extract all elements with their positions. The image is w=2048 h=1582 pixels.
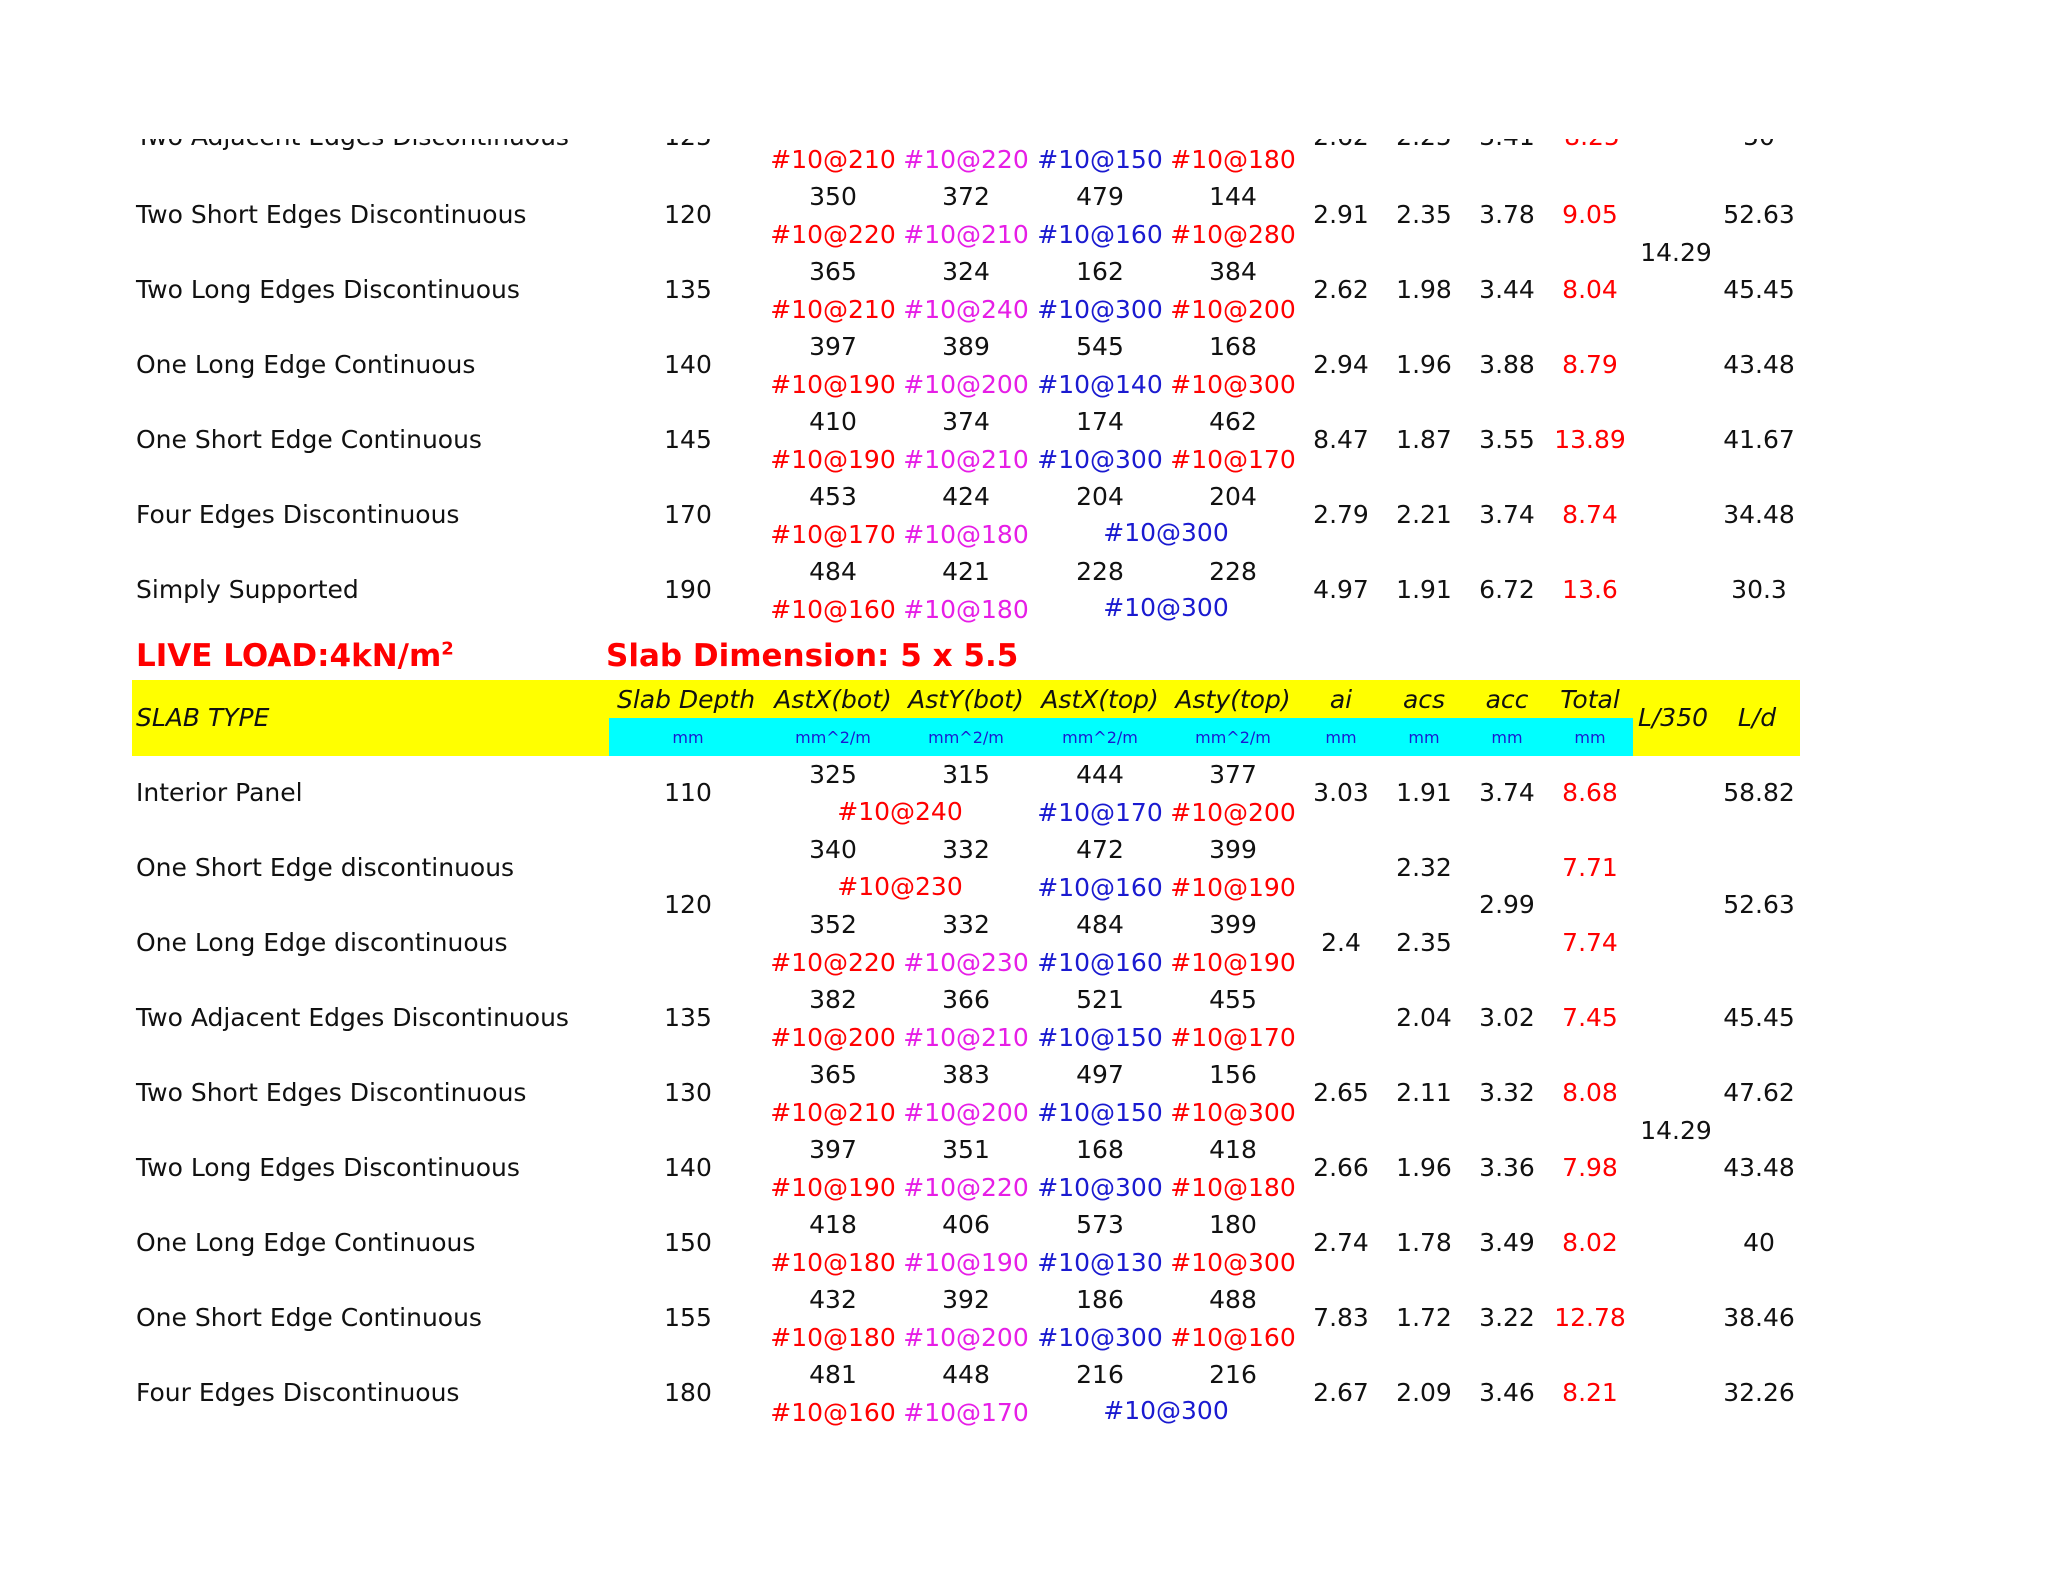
interior-acs: 1.91 xyxy=(1396,778,1452,807)
asty-bot: 424 xyxy=(942,482,990,511)
slab-type: Four Edges Discontinuous xyxy=(136,500,460,529)
total-value: 8.21 xyxy=(1562,1378,1618,1407)
asty-bot: 324 xyxy=(942,257,990,286)
ai-value: 2.91 xyxy=(1313,200,1369,229)
merged-r1-ayt-bar: #10@190 xyxy=(1170,873,1296,902)
merged-r2-axt: 484 xyxy=(1076,910,1124,939)
slab-depth: 150 xyxy=(664,1228,712,1257)
acs-value: 1.87 xyxy=(1396,425,1452,454)
asty-bot-bar: #10@180 xyxy=(903,520,1029,549)
header-ai: ai xyxy=(1329,685,1353,714)
astx-top: 545 xyxy=(1076,332,1124,361)
slab-type: One Short Edge Continuous xyxy=(136,1303,482,1332)
ld-value: 43.48 xyxy=(1723,350,1795,379)
unit-acc: mm xyxy=(1491,728,1523,747)
astx-bot-bar: #10@210 xyxy=(770,1098,896,1127)
merged-r1-ax: 340 xyxy=(809,835,857,864)
slab-type: Two Long Edges Discontinuous xyxy=(136,275,520,304)
top-bar: #10@300 xyxy=(1103,593,1229,622)
asty-bot-bar: #10@200 xyxy=(903,1098,1029,1127)
slab-type: One Long Edge Continuous xyxy=(136,350,476,379)
asty-bot: 372 xyxy=(942,182,990,211)
acc-value: 3.46 xyxy=(1479,1378,1535,1407)
acc-value: 6.72 xyxy=(1479,575,1535,604)
interior-depth: 110 xyxy=(664,778,712,807)
asty-bot-bar: #10@170 xyxy=(903,1398,1029,1427)
slab-depth: 155 xyxy=(664,1303,712,1332)
astx-top-bar: #10@160 xyxy=(1037,220,1163,249)
interior-axt-bar: #10@170 xyxy=(1037,798,1163,827)
astx-bot: 410 xyxy=(809,407,857,436)
partial-row-ay-bar: #10@220 xyxy=(903,145,1029,174)
astx-top-bar: #10@300 xyxy=(1037,1173,1163,1202)
asty-top: 228 xyxy=(1209,557,1257,586)
unit-ai: mm xyxy=(1325,728,1357,747)
asty-top: 418 xyxy=(1209,1135,1257,1164)
unit-slab-depth: mm xyxy=(672,728,704,747)
ai-value: 2.67 xyxy=(1313,1378,1369,1407)
acs-value: 1.72 xyxy=(1396,1303,1452,1332)
total-value: 9.05 xyxy=(1562,200,1618,229)
asty-top: 216 xyxy=(1209,1360,1257,1389)
slab-dimension-title: Slab Dimension: 5 x 5.5 xyxy=(606,638,1019,674)
slab-type: One Short Edge Continuous xyxy=(136,425,482,454)
adjacent-ld: 45.45 xyxy=(1723,1003,1795,1032)
interior-ayt-bar: #10@200 xyxy=(1170,798,1296,827)
slab-depth: 140 xyxy=(664,350,712,379)
slab-depth: 170 xyxy=(664,500,712,529)
astx-top: 162 xyxy=(1076,257,1124,286)
merged-r2-ay: 332 xyxy=(942,910,990,939)
adjacent-ay: 366 xyxy=(942,985,990,1014)
adjacent-depth: 135 xyxy=(664,1003,712,1032)
ai-value: 2.79 xyxy=(1313,500,1369,529)
asty-bot-bar: #10@190 xyxy=(903,1248,1029,1277)
asty-top-bar: #10@300 xyxy=(1170,1248,1296,1277)
unit-astx-bot: mm^2/m xyxy=(795,728,871,747)
slab-depth: 135 xyxy=(664,275,712,304)
ld-value: 30.3 xyxy=(1731,575,1787,604)
header-astx-bot: AstX(bot) xyxy=(774,685,892,714)
asty-bot-bar: #10@200 xyxy=(903,370,1029,399)
slab-depth: 190 xyxy=(664,575,712,604)
asty-bot-bar: #10@240 xyxy=(903,295,1029,324)
section2-l350: 14.29 xyxy=(1640,1116,1712,1145)
asty-bot: 374 xyxy=(942,407,990,436)
slab-type: Four Edges Discontinuous xyxy=(136,1378,460,1407)
total-value: 8.02 xyxy=(1562,1228,1618,1257)
ld-value: 38.46 xyxy=(1723,1303,1795,1332)
adjacent-type: Two Adjacent Edges Discontinuous xyxy=(136,1003,569,1032)
astx-top-bar: #10@150 xyxy=(1037,1098,1163,1127)
astx-top: 228 xyxy=(1076,557,1124,586)
merged-r1-axt-bar: #10@160 xyxy=(1037,873,1163,902)
astx-bot-bar: #10@190 xyxy=(770,445,896,474)
interior-bot-bar: #10@240 xyxy=(837,797,963,826)
astx-bot: 365 xyxy=(809,1060,857,1089)
astx-top: 573 xyxy=(1076,1210,1124,1239)
merged-r2-total: 7.74 xyxy=(1562,928,1618,957)
adjacent-ax: 382 xyxy=(809,985,857,1014)
asty-bot: 351 xyxy=(942,1135,990,1164)
ai-value: 8.47 xyxy=(1313,425,1369,454)
astx-bot: 453 xyxy=(809,482,857,511)
merged-r2-ayt: 399 xyxy=(1209,910,1257,939)
interior-ai: 3.03 xyxy=(1313,778,1369,807)
astx-bot: 418 xyxy=(809,1210,857,1239)
interior-total: 8.68 xyxy=(1562,778,1618,807)
ld-value: 45.45 xyxy=(1723,275,1795,304)
interior-ay: 315 xyxy=(942,760,990,789)
adjacent-acc: 3.02 xyxy=(1479,1003,1535,1032)
live-load-title xyxy=(136,638,454,674)
merged-r1-acs: 2.32 xyxy=(1396,853,1452,882)
total-value: 8.08 xyxy=(1562,1078,1618,1107)
astx-bot-bar: #10@170 xyxy=(770,520,896,549)
astx-top: 216 xyxy=(1076,1360,1124,1389)
acc-value: 3.49 xyxy=(1479,1228,1535,1257)
asty-bot-bar: #10@210 xyxy=(903,220,1029,249)
merged-r2-axt-bar: #10@160 xyxy=(1037,948,1163,977)
interior-acc: 3.74 xyxy=(1479,778,1535,807)
asty-top: 156 xyxy=(1209,1060,1257,1089)
top-bar: #10@300 xyxy=(1103,1396,1229,1425)
ld-value: 32.26 xyxy=(1723,1378,1795,1407)
merged-r2-ax-bar: #10@220 xyxy=(770,948,896,977)
asty-top: 488 xyxy=(1209,1285,1257,1314)
adjacent-axt-bar: #10@150 xyxy=(1037,1023,1163,1052)
astx-top-bar: #10@130 xyxy=(1037,1248,1163,1277)
adjacent-axt: 521 xyxy=(1076,985,1124,1014)
acc-value: 3.78 xyxy=(1479,200,1535,229)
total-value: 8.04 xyxy=(1562,275,1618,304)
partial-row-ax-bar: #10@210 xyxy=(770,145,896,174)
asty-top: 384 xyxy=(1209,257,1257,286)
header-slab-depth: Slab Depth xyxy=(616,685,756,714)
astx-bot-bar: #10@160 xyxy=(770,595,896,624)
ai-value: 2.65 xyxy=(1313,1078,1369,1107)
acs-value: 1.96 xyxy=(1396,350,1452,379)
merged-ld: 52.63 xyxy=(1723,890,1795,919)
adjacent-total: 7.45 xyxy=(1562,1003,1618,1032)
unit-astx-top: mm^2/m xyxy=(1062,728,1138,747)
asty-bot: 392 xyxy=(942,1285,990,1314)
slab-depth: 140 xyxy=(664,1153,712,1182)
astx-bot: 365 xyxy=(809,257,857,286)
asty-bot: 389 xyxy=(942,332,990,361)
astx-bot: 432 xyxy=(809,1285,857,1314)
astx-top: 174 xyxy=(1076,407,1124,436)
astx-top: 168 xyxy=(1076,1135,1124,1164)
asty-top: 144 xyxy=(1209,182,1257,211)
acs-value: 1.78 xyxy=(1396,1228,1452,1257)
header-asty-bot: AstY(bot) xyxy=(908,685,1024,714)
header-slab-type: SLAB TYPE xyxy=(136,703,270,732)
ld-value: 43.48 xyxy=(1723,1153,1795,1182)
total-value: 7.98 xyxy=(1562,1153,1618,1182)
page-top-margin xyxy=(0,0,2048,139)
header-asty-top: Asty(top) xyxy=(1175,685,1291,714)
asty-top: 180 xyxy=(1209,1210,1257,1239)
asty-top: 462 xyxy=(1209,407,1257,436)
acc-value: 3.32 xyxy=(1479,1078,1535,1107)
merged-r1-ayt: 399 xyxy=(1209,835,1257,864)
acc-value: 3.74 xyxy=(1479,500,1535,529)
top-bar: #10@300 xyxy=(1103,518,1229,547)
astx-bot-bar: #10@180 xyxy=(770,1323,896,1352)
merged-r2-ax: 352 xyxy=(809,910,857,939)
live-load-sup: 2 xyxy=(441,638,454,660)
merged-r1-type: One Short Edge discontinuous xyxy=(136,853,515,882)
astx-bot: 397 xyxy=(809,1135,857,1164)
merged-r1-total: 7.71 xyxy=(1562,853,1618,882)
astx-top: 497 xyxy=(1076,1060,1124,1089)
asty-top: 204 xyxy=(1209,482,1257,511)
slab-type: Two Long Edges Discontinuous xyxy=(136,1153,520,1182)
slab-type: Two Short Edges Discontinuous xyxy=(136,1078,527,1107)
total-value: 13.89 xyxy=(1554,425,1626,454)
acc-value: 3.55 xyxy=(1479,425,1535,454)
astx-top-bar: #10@300 xyxy=(1037,445,1163,474)
interior-ax: 325 xyxy=(809,760,857,789)
merged-r2-acs: 2.35 xyxy=(1396,928,1452,957)
merged-r1-ay: 332 xyxy=(942,835,990,864)
unit-asty-bot: mm^2/m xyxy=(928,728,1004,747)
acc-value: 3.88 xyxy=(1479,350,1535,379)
astx-bot: 481 xyxy=(809,1360,857,1389)
asty-top-bar: #10@280 xyxy=(1170,220,1296,249)
adjacent-ay-bar: #10@210 xyxy=(903,1023,1029,1052)
slab-depth: 145 xyxy=(664,425,712,454)
total-value: 13.6 xyxy=(1562,575,1618,604)
slab-depth: 180 xyxy=(664,1378,712,1407)
merged-acc: 2.99 xyxy=(1479,890,1535,919)
acs-value: 1.98 xyxy=(1396,275,1452,304)
merged-r1-bot-bar: #10@230 xyxy=(837,872,963,901)
ai-value: 7.83 xyxy=(1313,1303,1369,1332)
unit-acs: mm xyxy=(1408,728,1440,747)
slab-type: Simply Supported xyxy=(136,575,359,604)
header-ld: L/d xyxy=(1737,703,1777,732)
slab-depth: 120 xyxy=(664,200,712,229)
adjacent-ax-bar: #10@200 xyxy=(770,1023,896,1052)
asty-bot: 383 xyxy=(942,1060,990,1089)
slab-depth: 130 xyxy=(664,1078,712,1107)
acs-value: 2.35 xyxy=(1396,200,1452,229)
total-value: 8.74 xyxy=(1562,500,1618,529)
unit-asty-top: mm^2/m xyxy=(1195,728,1271,747)
ld-value: 41.67 xyxy=(1723,425,1795,454)
asty-top-bar: #10@170 xyxy=(1170,445,1296,474)
ai-value: 2.62 xyxy=(1313,275,1369,304)
header-total: Total xyxy=(1560,685,1620,714)
unit-total: mm xyxy=(1574,728,1606,747)
astx-top-bar: #10@300 xyxy=(1037,1323,1163,1352)
header-acs: acs xyxy=(1402,685,1446,714)
asty-top-bar: #10@300 xyxy=(1170,1098,1296,1127)
acc-value: 3.44 xyxy=(1479,275,1535,304)
astx-bot: 397 xyxy=(809,332,857,361)
acc-value: 3.22 xyxy=(1479,1303,1535,1332)
astx-bot: 350 xyxy=(809,182,857,211)
astx-bot-bar: #10@210 xyxy=(770,295,896,324)
acs-value: 2.21 xyxy=(1396,500,1452,529)
asty-top-bar: #10@200 xyxy=(1170,295,1296,324)
astx-top-bar: #10@140 xyxy=(1037,370,1163,399)
asty-top-bar: #10@180 xyxy=(1170,1173,1296,1202)
astx-top: 204 xyxy=(1076,482,1124,511)
interior-ld: 58.82 xyxy=(1723,778,1795,807)
ld-value: 52.63 xyxy=(1723,200,1795,229)
astx-top-bar: #10@300 xyxy=(1037,295,1163,324)
ai-value: 2.66 xyxy=(1313,1153,1369,1182)
astx-top: 186 xyxy=(1076,1285,1124,1314)
asty-bot: 421 xyxy=(942,557,990,586)
astx-bot-bar: #10@190 xyxy=(770,1173,896,1202)
astx-bot: 484 xyxy=(809,557,857,586)
astx-bot-bar: #10@180 xyxy=(770,1248,896,1277)
header-l350: L/350 xyxy=(1637,703,1709,732)
acs-value: 2.09 xyxy=(1396,1378,1452,1407)
partial-row-ayt-bar: #10@180 xyxy=(1170,145,1296,174)
ld-value: 34.48 xyxy=(1723,500,1795,529)
astx-bot-bar: #10@160 xyxy=(770,1398,896,1427)
asty-bot: 448 xyxy=(942,1360,990,1389)
merged-r2-ay-bar: #10@230 xyxy=(903,948,1029,977)
acs-value: 1.91 xyxy=(1396,575,1452,604)
merged-ai: 2.4 xyxy=(1321,928,1361,957)
slab-type: Two Short Edges Discontinuous xyxy=(136,200,527,229)
total-value: 8.79 xyxy=(1562,350,1618,379)
acs-value: 2.11 xyxy=(1396,1078,1452,1107)
ai-value: 2.74 xyxy=(1313,1228,1369,1257)
asty-top-bar: #10@160 xyxy=(1170,1323,1296,1352)
asty-bot: 406 xyxy=(942,1210,990,1239)
partial-row-axt-bar: #10@150 xyxy=(1037,145,1163,174)
adjacent-ayt-bar: #10@170 xyxy=(1170,1023,1296,1052)
ai-value: 4.97 xyxy=(1313,575,1369,604)
asty-top-bar: #10@300 xyxy=(1170,370,1296,399)
ai-value: 2.94 xyxy=(1313,350,1369,379)
interior-ayt: 377 xyxy=(1209,760,1257,789)
live-load-text: LIVE LOAD:4kN/m xyxy=(136,638,442,674)
merged-depth: 120 xyxy=(664,890,712,919)
adjacent-ayt: 455 xyxy=(1209,985,1257,1014)
header-acc: acc xyxy=(1485,685,1529,714)
asty-top: 168 xyxy=(1209,332,1257,361)
astx-bot-bar: #10@220 xyxy=(770,220,896,249)
total-value: 12.78 xyxy=(1554,1303,1626,1332)
interior-type: Interior Panel xyxy=(136,778,303,807)
asty-bot-bar: #10@220 xyxy=(903,1173,1029,1202)
adjacent-acs: 2.04 xyxy=(1396,1003,1452,1032)
asty-bot-bar: #10@210 xyxy=(903,445,1029,474)
header-astx-top: AstX(top) xyxy=(1041,685,1159,714)
asty-bot-bar: #10@200 xyxy=(903,1323,1029,1352)
astx-bot-bar: #10@190 xyxy=(770,370,896,399)
slab-type: One Long Edge Continuous xyxy=(136,1228,476,1257)
merged-r2-type: One Long Edge discontinuous xyxy=(136,928,508,957)
merged-r1-axt: 472 xyxy=(1076,835,1124,864)
merged-r2-ayt-bar: #10@190 xyxy=(1170,948,1296,977)
ld-value: 40 xyxy=(1743,1228,1775,1257)
interior-axt: 444 xyxy=(1076,760,1124,789)
asty-bot-bar: #10@180 xyxy=(903,595,1029,624)
ld-value: 47.62 xyxy=(1723,1078,1795,1107)
acc-value: 3.36 xyxy=(1479,1153,1535,1182)
astx-top: 479 xyxy=(1076,182,1124,211)
section1-l350: 14.29 xyxy=(1640,238,1712,267)
acs-value: 1.96 xyxy=(1396,1153,1452,1182)
